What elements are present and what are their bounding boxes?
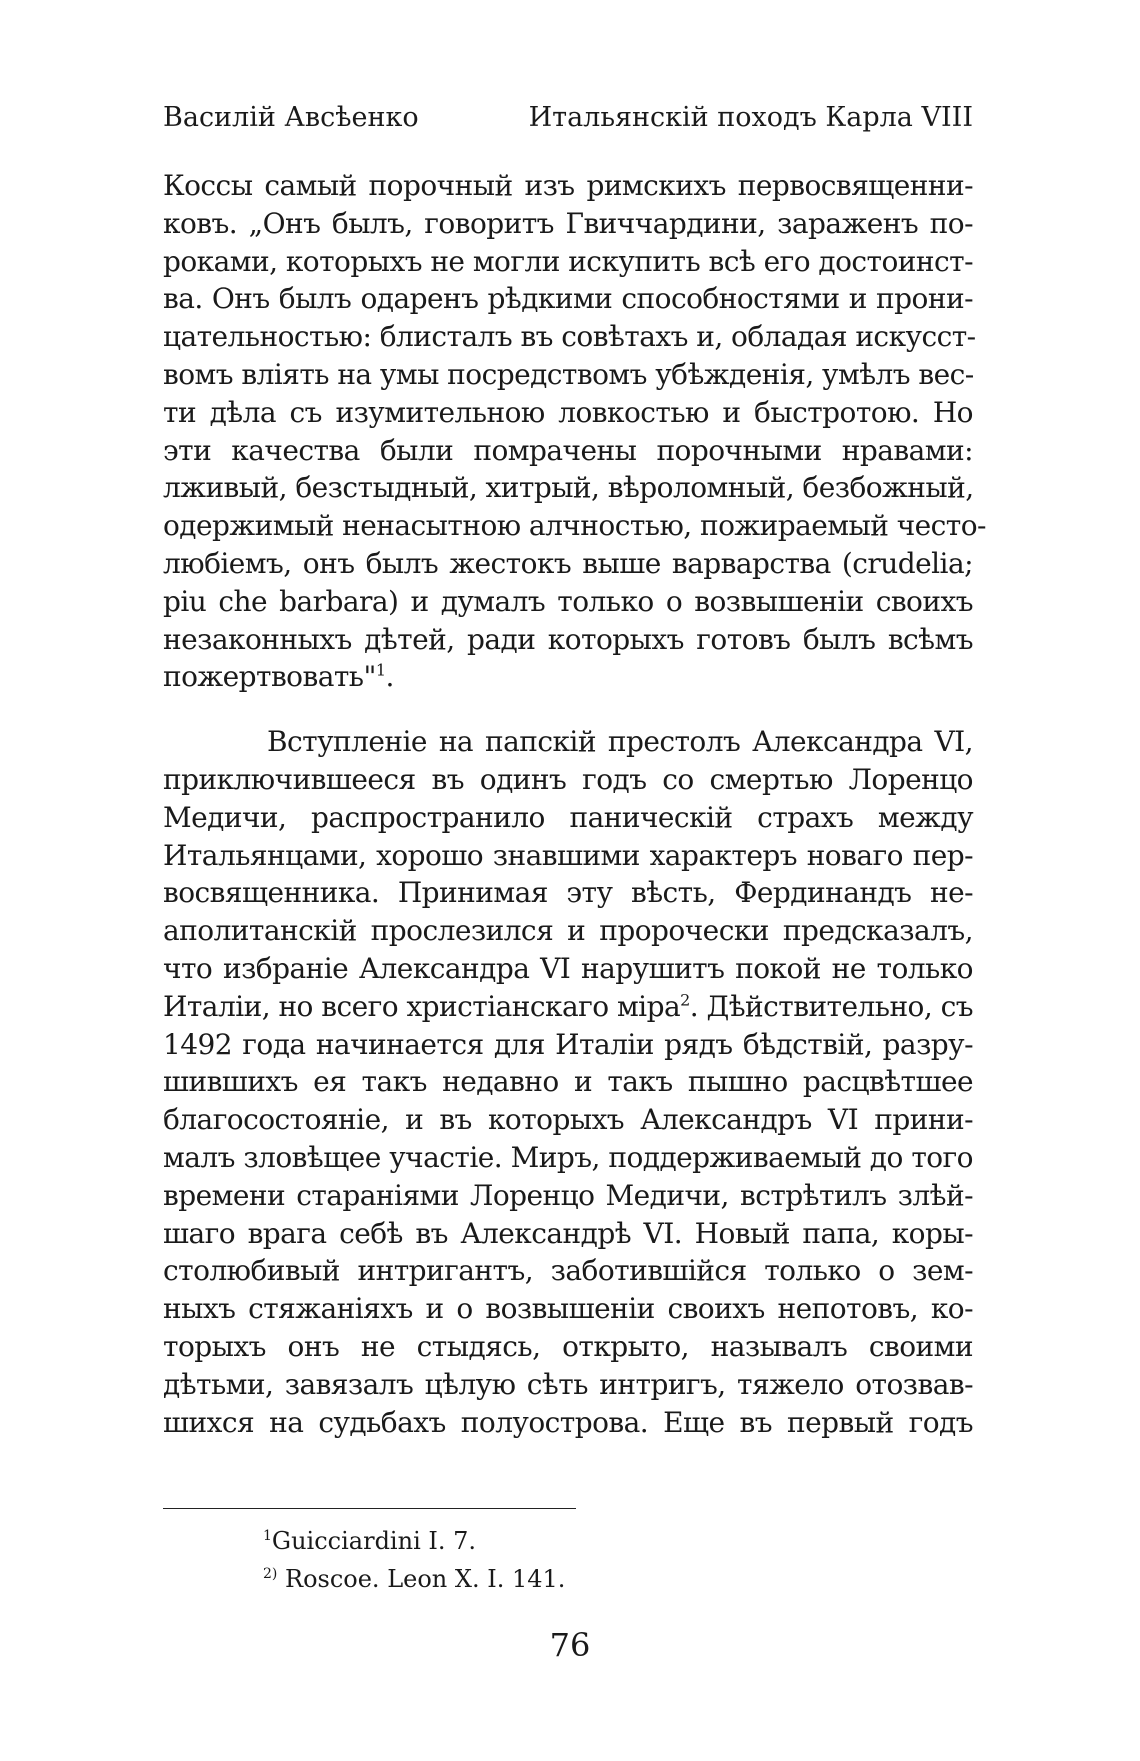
text-segment: Италіи, но всего христіанскаго міра [163,989,681,1023]
text-line: лживый, безстыдный, хитрый, вѣроломный, безбожный, [163,471,974,505]
text-line: аполитанскій прослезился и пророчески предсказалъ, [163,914,973,948]
header-author: Василій Авсѣенко [163,102,419,133]
text-line: торыхъ онъ не стыдясь, открыто, называлъ своими [163,1329,973,1363]
text-segment: пожертвовать" [163,660,376,694]
text-line: приключившееся въ одинъ годъ со смертью Лоренцо [163,762,973,796]
page-number: 76 [549,1626,591,1664]
footnote-text: Guicciardini I. 7. [271,1527,477,1555]
text-line: благосостояніе, и въ которыхъ Александръ VI прини- [163,1103,973,1137]
text-line [163,988,973,1026]
footnote-text: Roscoe. Leon X. I. 141. [277,1565,566,1593]
text-line: малъ зловѣщее участіе. Миръ, поддерживаемый до того [163,1140,973,1174]
running-header [163,98,973,138]
body-text [163,167,986,1441]
text-segment: . [385,660,394,694]
footnotes [263,1522,863,1598]
text-line: ныхъ стяжаніяхъ и о возвышеніи своихъ непотовъ, ко- [163,1292,973,1326]
paragraph-1 [163,167,986,696]
text-line: Медичи, распространило паническій страхъ между [163,800,973,834]
text-line: шившихъ ея такъ недавно и такъ пышно расцвѣтшее [163,1065,973,1099]
paragraph-2 [163,723,973,1441]
text-line: цательностью: блисталъ въ совѣтахъ и, обладая искусст- [163,320,976,354]
text-line: ковъ. „Онъ былъ, говоритъ Гвиччардини, зараженъ по- [163,206,973,240]
text-line: Вступленіе на папскій престолъ Александра VI, [267,725,973,759]
text-line: времени стараніями Лоренцо Медичи, встрѣтилъ злѣй- [163,1178,973,1212]
text-segment: . Дѣйствительно, съ [689,989,974,1023]
footnote-divider [163,1508,576,1509]
text-line: эти качества были помрачены порочными нравами: [163,433,973,467]
text-line: Коссы самый порочный изъ римскихъ первосвященни- [163,169,973,202]
footnote-number: 2) [263,1566,278,1582]
text-line: восвященника. Принимая эту вѣсть, Фердинандъ не- [163,876,973,910]
text-line: ти дѣла съ изумительною ловкостью и быстротою. Но [163,395,973,429]
footnote-marker[interactable]: 2 [680,990,690,1010]
footnote-marker[interactable]: 1 [375,661,386,681]
text-line: шаго врага себѣ въ Александрѣ VI. Новый папа, коры- [163,1216,973,1250]
footnote-2 [263,1560,863,1598]
text-line: ва. Онъ былъ одаренъ рѣдкими способностями и прони- [163,282,973,316]
paragraph-gap [163,696,973,723]
text-line: шихся на судьбахъ полуострова. Еще въ первый годъ [163,1405,973,1439]
text-line: вомъ вліять на умы посредствомъ убѣжденія, умѣлъ вес- [163,357,974,391]
footnote-1 [263,1522,863,1560]
text-line: что избраніе Александра VI нарушитъ покой не только [163,951,973,985]
text-line: Итальянцами, хорошо знавшими характеръ новаго пер- [163,838,973,872]
text-line: piu che barbara) и думалъ только о возвышеніи своихъ [163,584,973,618]
text-line: дѣтьми, завязалъ цѣлую сѣть интригъ, тяжело отозвав- [163,1367,973,1401]
text-line: роками, которыхъ не могли искупить всѣ его достоинст- [163,244,973,278]
text-line: незаконныхъ дѣтей, ради которыхъ готовъ былъ всѣмъ [163,622,973,656]
text-line [163,658,973,696]
text-line: любіемъ, онъ былъ жестокъ выше варварства (crudelia; [163,546,973,580]
footnote-number: 1 [263,1528,272,1544]
text-line: 1492 года начинается для Италіи рядъ бѣдствій, разру- [163,1027,973,1061]
header-title: Итальянскій походъ Карла VIII [528,102,973,133]
text-line: одержимый ненасытною алчностью, пожираемый често- [163,509,986,543]
text-line: столюбивый интригантъ, заботившійся только о зем- [163,1254,973,1288]
